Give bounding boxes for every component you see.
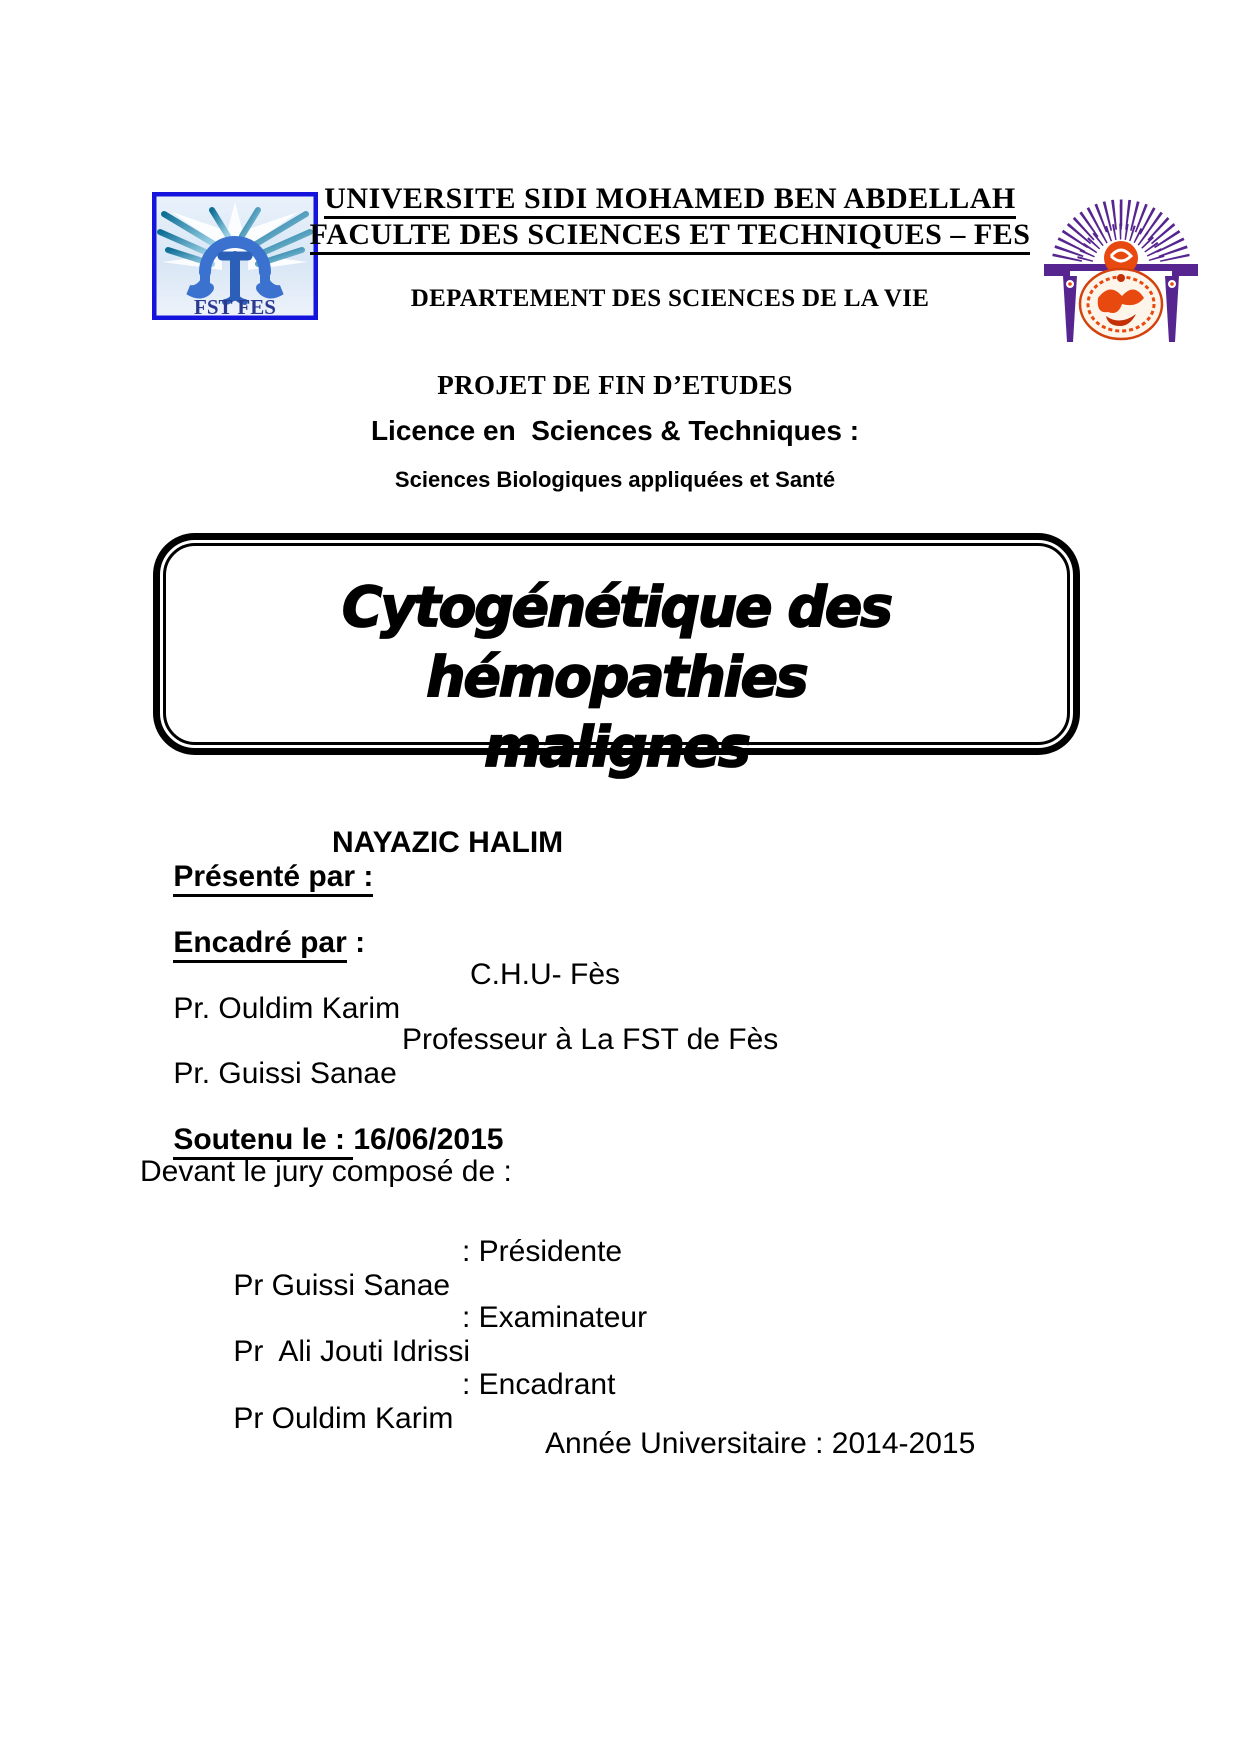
- supervisor-name: Pr. Ouldim Karim: [173, 992, 401, 1025]
- usmba-emblem: [1036, 186, 1206, 346]
- header: [300, 181, 1040, 313]
- supervised-by-colon: :: [346, 926, 366, 959]
- jury-member-role: : Examinateur: [462, 1301, 648, 1334]
- supervisor-name: Pr. Guissi Sanae: [173, 1057, 397, 1090]
- title-box: [153, 533, 1080, 779]
- student-name: NAYAZIC HALIM: [332, 826, 564, 859]
- defense-date-value: 16/06/2015: [353, 1123, 504, 1156]
- program-block: [140, 370, 1090, 493]
- usmba-emblem-icon: [1036, 186, 1206, 346]
- thesis-title: [166, 546, 1067, 782]
- jury-member-name: Pr Guissi Sanae: [233, 1269, 451, 1302]
- fst-fes-logo-text: FST FES: [194, 295, 276, 319]
- thesis-title-line1: Cytogénétique des hémopathies: [342, 575, 891, 709]
- fst-fes-logo: [152, 192, 318, 320]
- jury-member-role: : Présidente: [462, 1235, 623, 1268]
- university-line1: UNIVERSITE SIDI MOHAMED BEN ABDELLAH: [324, 182, 1015, 219]
- fst-fes-logo-icon: [152, 192, 318, 320]
- supervisor-affiliation: Professeur à La FST de Fès: [402, 1023, 779, 1056]
- defense-date-label: Soutenu le :: [173, 1123, 353, 1160]
- project-type: PROJET DE FIN D’ETUDES: [437, 370, 793, 400]
- academic-year: Année Universitaire : 2014-2015: [545, 1427, 976, 1460]
- title-box-inner: [163, 543, 1070, 779]
- supervised-by-label: Encadré par: [173, 926, 346, 963]
- university-line2: FACULTE DES SCIENCES ET TECHNIQUES – FES: [310, 218, 1031, 255]
- jury-member-role: : Encadrant: [462, 1368, 616, 1401]
- department-name: DEPARTEMENT DES SCIENCES DE LA VIE: [410, 285, 930, 312]
- presented-by-label: Présenté par :: [173, 860, 373, 897]
- faculty-name: [300, 217, 1040, 253]
- speciality-line: Sciences Biologiques appliquées et Santé: [394, 467, 836, 492]
- jury-member-name: Pr Ouldim Karim: [233, 1402, 454, 1435]
- degree-line: Licence en Sciences & Techniques :: [370, 415, 860, 446]
- jury-member-name: Pr Ali Jouti Idrissi: [233, 1335, 471, 1368]
- supervisor-affiliation: C.H.U- Fès: [470, 958, 620, 991]
- thesis-title-line2: malignes: [484, 715, 749, 779]
- jury-intro-line: Devant le jury composé de :: [140, 1155, 512, 1188]
- university-name: [300, 181, 1040, 217]
